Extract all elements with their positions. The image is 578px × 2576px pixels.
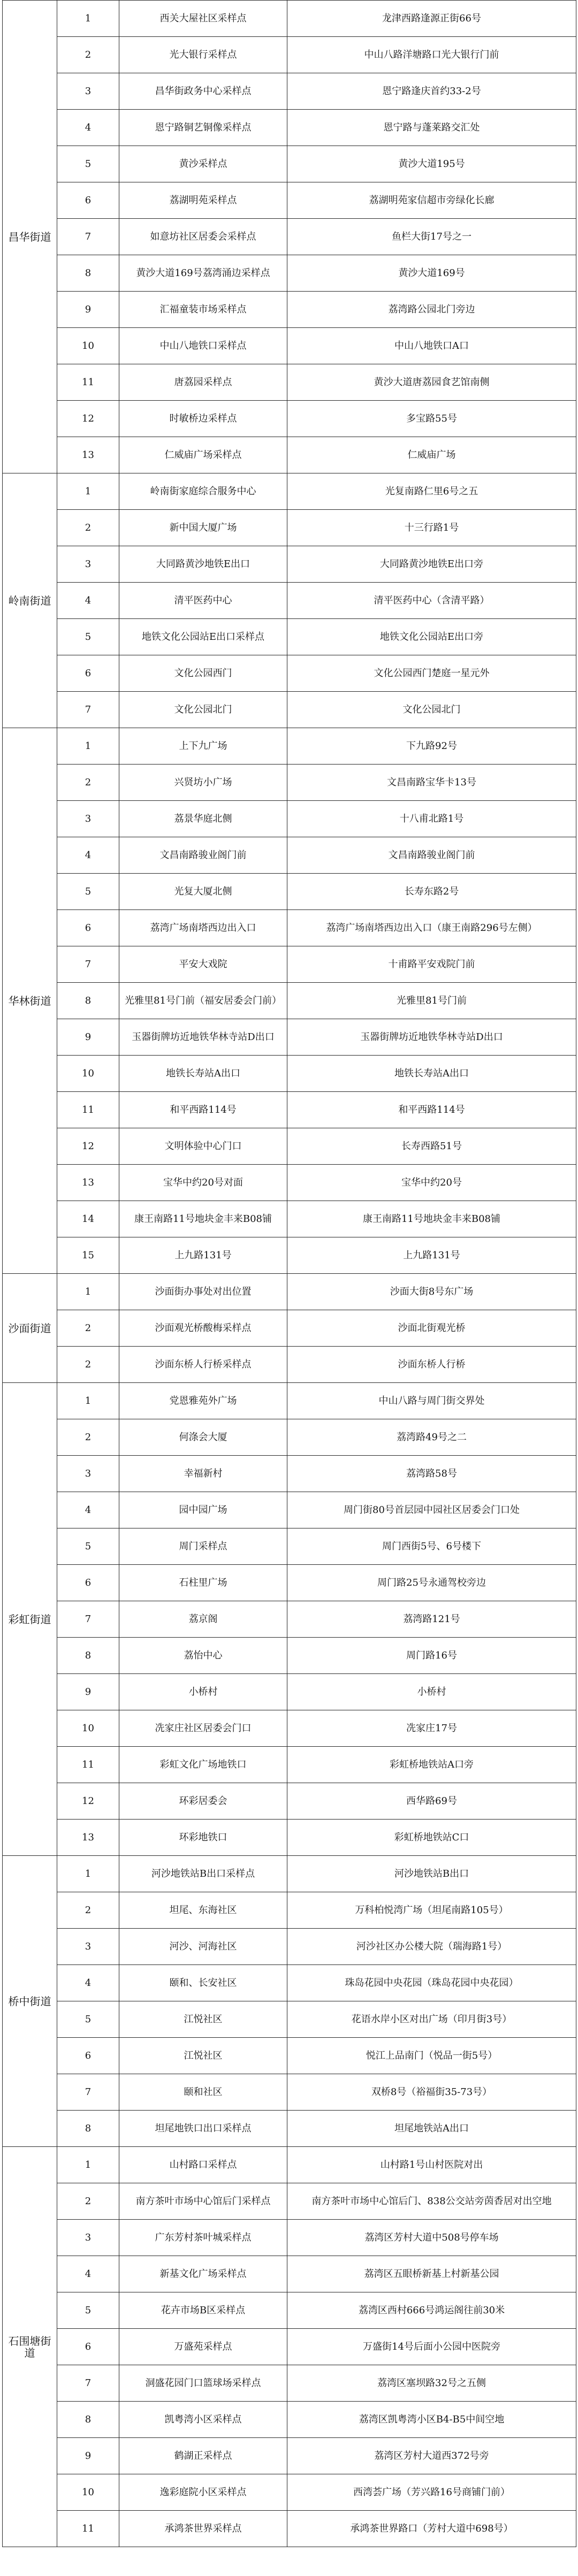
site-address-cell: 周门路16号 (287, 1638, 576, 1674)
table-row (3, 1165, 576, 1201)
street-name-cell: 石围塘街道 (3, 2147, 57, 2547)
site-name-cell: 上九路131号 (119, 1237, 287, 1274)
row-number-cell: 12 (57, 1783, 119, 1820)
site-address-cell: 周门路25号永通驾校旁边 (287, 1565, 576, 1601)
site-address-cell: 冼家庄17号 (287, 1710, 576, 1747)
site-name-cell: 岭南街家庭综合服务中心 (119, 473, 287, 510)
site-address-cell: 玉器街牌坊近地铁华林寺站D出口 (287, 1019, 576, 1056)
table-row (3, 583, 576, 619)
site-name-cell: 文昌南路骏业阁门前 (119, 837, 287, 874)
site-name-cell: 平安大戏院 (119, 946, 287, 983)
site-address-cell: 周门西街5号、6号楼下 (287, 1528, 576, 1565)
site-name-cell: 党恩雅苑外广场 (119, 1383, 287, 1419)
row-number-cell: 3 (57, 2220, 119, 2256)
table-row (3, 1128, 576, 1165)
site-address-cell: 清平医药中心（含清平路） (287, 583, 576, 619)
row-number-cell: 4 (57, 110, 119, 146)
row-number-cell: 1 (57, 2147, 119, 2183)
table-row (3, 1929, 576, 1965)
site-address-cell: 河沙社区办公楼大院（瑞海路1号） (287, 1929, 576, 1965)
row-number-cell: 4 (57, 583, 119, 619)
row-number-cell: 3 (57, 1929, 119, 1965)
site-name-cell: 坦尾、东海社区 (119, 1892, 287, 1929)
site-name-cell: 广东芳村茶叶城采样点 (119, 2220, 287, 2256)
row-number-cell: 5 (57, 619, 119, 655)
row-number-cell: 5 (57, 2292, 119, 2329)
table-row (3, 946, 576, 983)
site-name-cell: 黄沙大道169号荔湾涌边采样点 (119, 255, 287, 292)
row-number-cell: 9 (57, 292, 119, 328)
row-number-cell: 8 (57, 2402, 119, 2438)
row-number-cell: 10 (57, 1056, 119, 1092)
site-name-cell: 汇福童装市场采样点 (119, 292, 287, 328)
row-number-cell: 2 (57, 1892, 119, 1929)
table-row (3, 110, 576, 146)
table-row (3, 1019, 576, 1056)
table-row (3, 401, 576, 437)
table-row (3, 692, 576, 728)
table-row (3, 2001, 576, 2038)
site-address-cell: 文化公园北门 (287, 692, 576, 728)
table-row (3, 2511, 576, 2547)
site-address-cell: 珠岛花园中央花园（珠岛花园中央花园） (287, 1965, 576, 2001)
table-row (3, 1565, 576, 1601)
row-number-cell: 5 (57, 1528, 119, 1565)
site-address-cell: 十八甫北路1号 (287, 801, 576, 837)
site-name-cell: 石柱里广场 (119, 1565, 287, 1601)
row-number-cell: 8 (57, 983, 119, 1019)
table-row (3, 2111, 576, 2147)
row-number-cell: 6 (57, 655, 119, 692)
table-row (3, 655, 576, 692)
site-name-cell: 万盛苑采样点 (119, 2329, 287, 2365)
table-row (3, 1747, 576, 1783)
site-name-cell: 沙面东桥人行桥采样点 (119, 1347, 287, 1383)
site-address-cell: 悦江上品南门（悦品一街5号） (287, 2038, 576, 2074)
row-number-cell: 10 (57, 2474, 119, 2511)
table-row (3, 765, 576, 801)
site-address-cell: 中山八路洋塘路口光大银行门前 (287, 37, 576, 73)
site-name-cell: 坦尾地铁口出口采样点 (119, 2111, 287, 2147)
site-name-cell: 山村路口采样点 (119, 2147, 287, 2183)
site-name-cell: 大同路黄沙地铁E出口 (119, 546, 287, 583)
table-row (3, 2220, 576, 2256)
row-number-cell: 5 (57, 2001, 119, 2038)
site-name-cell: 环彩地铁口 (119, 1820, 287, 1856)
site-address-cell: 黄沙大道唐荔园食艺馆南侧 (287, 364, 576, 401)
row-number-cell: 7 (57, 692, 119, 728)
table-row (3, 910, 576, 946)
table-row (3, 255, 576, 292)
site-address-cell: 万科柏悦湾广场（坦尾南路105号） (287, 1892, 576, 1929)
site-address-cell: 多宝路55号 (287, 401, 576, 437)
site-address-cell: 沙面北街观光桥 (287, 1310, 576, 1347)
site-address-cell: 荔湾路121号 (287, 1601, 576, 1638)
table-row (3, 1056, 576, 1092)
table-row (3, 1492, 576, 1528)
site-name-cell: 西关大屋社区采样点 (119, 1, 287, 37)
site-name-cell: 逸彩庭院小区采样点 (119, 2474, 287, 2511)
site-name-cell: 彩虹文化广场地铁口 (119, 1747, 287, 1783)
row-number-cell: 1 (57, 1274, 119, 1310)
site-address-cell: 河沙地铁站B出口 (287, 1856, 576, 1892)
site-address-cell: 沙面大街8号东广场 (287, 1274, 576, 1310)
site-name-cell: 和平西路114号 (119, 1092, 287, 1128)
street-name-cell: 桥中街道 (3, 1856, 57, 2147)
table-row (3, 983, 576, 1019)
site-address-cell: 沙面东桥人行桥 (287, 1347, 576, 1383)
site-address-cell: 荔湾区芳村大道西372号旁 (287, 2438, 576, 2474)
site-name-cell: 幸福新村 (119, 1456, 287, 1492)
table-row (3, 510, 576, 546)
row-number-cell: 6 (57, 182, 119, 219)
table-row (3, 546, 576, 583)
site-name-cell: 环彩居委会 (119, 1783, 287, 1820)
site-name-cell: 唐荔园采样点 (119, 364, 287, 401)
table-row (3, 1092, 576, 1128)
row-number-cell: 10 (57, 1710, 119, 1747)
site-address-cell: 万盛街14号后面小公园中医院旁 (287, 2329, 576, 2365)
site-name-cell: 何涤会大厦 (119, 1419, 287, 1456)
site-name-cell: 冼家庄社区居委会门口 (119, 1710, 287, 1747)
site-name-cell: 上下九广场 (119, 728, 287, 765)
site-name-cell: 新基文化广场采样点 (119, 2256, 287, 2292)
site-address-cell: 彩虹桥地铁站C口 (287, 1820, 576, 1856)
site-name-cell: 康王南路11号地块金丰来B08铺 (119, 1201, 287, 1237)
table-row (3, 2183, 576, 2220)
site-address-cell: 康王南路11号地块金丰来B08铺 (287, 1201, 576, 1237)
site-name-cell: 沙面街办事处对出位置 (119, 1274, 287, 1310)
row-number-cell: 6 (57, 910, 119, 946)
site-address-cell: 荔湾区五眼桥新基上村新基公园 (287, 2256, 576, 2292)
site-address-cell: 恩宁路与蓬莱路交汇处 (287, 110, 576, 146)
table-row (3, 146, 576, 182)
table-row (3, 2329, 576, 2365)
table-row (3, 728, 576, 765)
site-name-cell: 凯粤湾小区采样点 (119, 2402, 287, 2438)
site-address-cell: 荔湾路公园北门旁边 (287, 292, 576, 328)
table-row (3, 2402, 576, 2438)
site-name-cell: 颐和社区 (119, 2074, 287, 2111)
row-number-cell: 2 (57, 1419, 119, 1456)
table-row (3, 1347, 576, 1383)
site-name-cell: 仁威庙广场采样点 (119, 437, 287, 473)
row-number-cell: 13 (57, 1820, 119, 1856)
row-number-cell: 5 (57, 874, 119, 910)
table-row (3, 1783, 576, 1820)
table-row (3, 37, 576, 73)
site-address-cell: 坦尾地铁站A出口 (287, 2111, 576, 2147)
table-row (3, 219, 576, 255)
site-name-cell: 小桥村 (119, 1674, 287, 1710)
site-address-cell: 光雅里81号门前 (287, 983, 576, 1019)
table-row (3, 2365, 576, 2402)
site-address-cell: 上九路131号 (287, 1237, 576, 1274)
site-address-cell: 光复南路仁里6号之五 (287, 473, 576, 510)
table-row (3, 1528, 576, 1565)
row-number-cell: 9 (57, 1019, 119, 1056)
row-number-cell: 15 (57, 1237, 119, 1274)
table-row (3, 1274, 576, 1310)
site-address-cell: 文昌南路宝华卡13号 (287, 765, 576, 801)
site-address-cell: 周门街80号首层园中园社区居委会门口处 (287, 1492, 576, 1528)
site-name-cell: 宝华中约20号对面 (119, 1165, 287, 1201)
site-name-cell: 洞盛花园门口篮球场采样点 (119, 2365, 287, 2402)
site-name-cell: 周门采样点 (119, 1528, 287, 1565)
row-number-cell: 4 (57, 837, 119, 874)
site-name-cell: 昌华街政务中心采样点 (119, 73, 287, 110)
site-name-cell: 黄沙采样点 (119, 146, 287, 182)
row-number-cell: 2 (57, 1347, 119, 1383)
street-name-cell: 昌华街道 (3, 1, 57, 473)
site-address-cell: 小桥村 (287, 1674, 576, 1710)
site-address-cell: 荔湾广场南塔西边出入口（康王南路296号左侧） (287, 910, 576, 946)
site-name-cell: 如意坊社区居委会采样点 (119, 219, 287, 255)
site-address-cell: 荔湾区塞坝路32号之五侧 (287, 2365, 576, 2402)
site-address-cell: 鱼栏大街17号之一 (287, 219, 576, 255)
table-row (3, 619, 576, 655)
table-row (3, 364, 576, 401)
row-number-cell: 14 (57, 1201, 119, 1237)
table-row (3, 437, 576, 473)
row-number-cell: 5 (57, 146, 119, 182)
table-row (3, 2438, 576, 2474)
site-address-cell: 山村路1号山村医院对出 (287, 2147, 576, 2183)
table-row (3, 1710, 576, 1747)
site-address-cell: 长寿东路2号 (287, 874, 576, 910)
site-address-cell: 宝华中约20号 (287, 1165, 576, 1201)
site-name-cell: 光雅里81号门前（福安居委会门前） (119, 983, 287, 1019)
site-address-cell: 地铁文化公园站E出口旁 (287, 619, 576, 655)
table-row (3, 1, 576, 37)
site-name-cell: 时敏桥边采样点 (119, 401, 287, 437)
street-name-cell: 彩虹街道 (3, 1383, 57, 1856)
site-address-cell: 仁威庙广场 (287, 437, 576, 473)
site-address-cell: 龙津西路逢源正街66号 (287, 1, 576, 37)
site-address-cell: 双桥8号（裕福街35-73号） (287, 2074, 576, 2111)
site-name-cell: 荔景华庭北侧 (119, 801, 287, 837)
table-row (3, 1456, 576, 1492)
site-name-cell: 颐和、长安社区 (119, 1965, 287, 2001)
site-name-cell: 江悦社区 (119, 2038, 287, 2074)
site-address-cell: 中山八地铁口A口 (287, 328, 576, 364)
site-address-cell: 大同路黄沙地铁E出口旁 (287, 546, 576, 583)
row-number-cell: 1 (57, 473, 119, 510)
table-row (3, 1201, 576, 1237)
table-row (3, 837, 576, 874)
site-name-cell: 文化公园北门 (119, 692, 287, 728)
site-name-cell: 光大银行采样点 (119, 37, 287, 73)
row-number-cell: 7 (57, 2074, 119, 2111)
site-name-cell: 荔怡中心 (119, 1638, 287, 1674)
site-address-cell: 南方茶叶市场中心馆后门、838公交站旁茵香居对出空地 (287, 2183, 576, 2220)
table-row (3, 1856, 576, 1892)
site-name-cell: 河沙、河海社区 (119, 1929, 287, 1965)
site-address-cell: 恩宁路逢庆首约33-2号 (287, 73, 576, 110)
site-name-cell: 承鸿茶世界采样点 (119, 2511, 287, 2547)
site-address-cell: 中山八路与周门街交界处 (287, 1383, 576, 1419)
row-number-cell: 2 (57, 765, 119, 801)
table-row (3, 2292, 576, 2329)
row-number-cell: 2 (57, 2183, 119, 2220)
table-row (3, 801, 576, 837)
row-number-cell: 2 (57, 510, 119, 546)
street-name-cell: 岭南街道 (3, 473, 57, 728)
table-row (3, 2038, 576, 2074)
table-row (3, 1892, 576, 1929)
site-name-cell: 河沙地铁站B出口采样点 (119, 1856, 287, 1892)
street-name-cell: 华林街道 (3, 728, 57, 1274)
site-address-cell: 文昌南路骏业阁门前 (287, 837, 576, 874)
site-address-cell: 十三行路1号 (287, 510, 576, 546)
table-row (3, 292, 576, 328)
table-row (3, 2256, 576, 2292)
site-address-cell: 文化公园西门楚庭一星元外 (287, 655, 576, 692)
row-number-cell: 7 (57, 219, 119, 255)
table-row (3, 1310, 576, 1347)
row-number-cell: 6 (57, 2038, 119, 2074)
site-address-cell: 彩虹桥地铁站A口旁 (287, 1747, 576, 1783)
row-number-cell: 9 (57, 1674, 119, 1710)
site-name-cell: 荔湖明苑采样点 (119, 182, 287, 219)
site-address-cell: 下九路92号 (287, 728, 576, 765)
row-number-cell: 2 (57, 37, 119, 73)
row-number-cell: 7 (57, 2365, 119, 2402)
table-row (3, 328, 576, 364)
site-name-cell: 沙面观光桥酸梅采样点 (119, 1310, 287, 1347)
row-number-cell: 6 (57, 1565, 119, 1601)
row-number-cell: 1 (57, 728, 119, 765)
site-address-cell: 黄沙大道169号 (287, 255, 576, 292)
row-number-cell: 4 (57, 1965, 119, 2001)
table-row (3, 1820, 576, 1856)
row-number-cell: 1 (57, 1383, 119, 1419)
site-address-cell: 承鸿茶世界路口（芳村大道中698号） (287, 2511, 576, 2547)
row-number-cell: 2 (57, 1310, 119, 1347)
row-number-cell: 8 (57, 255, 119, 292)
table-row (3, 1419, 576, 1456)
site-name-cell: 中山八地铁口采样点 (119, 328, 287, 364)
row-number-cell: 11 (57, 364, 119, 401)
row-number-cell: 11 (57, 1747, 119, 1783)
row-number-cell: 1 (57, 1856, 119, 1892)
table-body (3, 1, 576, 2547)
site-name-cell: 鹤湖正采样点 (119, 2438, 287, 2474)
table-row (3, 2074, 576, 2111)
site-address-cell: 西华路69号 (287, 1783, 576, 1820)
site-name-cell: 荔湾广场南塔西边出入口 (119, 910, 287, 946)
row-number-cell: 4 (57, 1492, 119, 1528)
site-name-cell: 园中园广场 (119, 1492, 287, 1528)
site-address-cell: 西湾荟广场（芳兴路16号商铺门前） (287, 2474, 576, 2511)
row-number-cell: 3 (57, 73, 119, 110)
table-row (3, 1674, 576, 1710)
site-address-cell: 荔湖明苑家信超市旁绿化长廊 (287, 182, 576, 219)
row-number-cell: 13 (57, 437, 119, 473)
site-name-cell: 玉器街牌坊近地铁华林寺站D出口 (119, 1019, 287, 1056)
site-address-cell: 十甫路平安戏院门前 (287, 946, 576, 983)
row-number-cell: 11 (57, 1092, 119, 1128)
row-number-cell: 3 (57, 1456, 119, 1492)
table-row (3, 1383, 576, 1419)
site-name-cell: 文明体验中心门口 (119, 1128, 287, 1165)
site-name-cell: 新中国大厦广场 (119, 510, 287, 546)
row-number-cell: 3 (57, 801, 119, 837)
table-row (3, 1237, 576, 1274)
site-address-cell: 荔湾路58号 (287, 1456, 576, 1492)
row-number-cell: 10 (57, 328, 119, 364)
row-number-cell: 8 (57, 2111, 119, 2147)
site-address-cell: 地铁长寿站A出口 (287, 1056, 576, 1092)
table-row (3, 73, 576, 110)
site-address-cell: 和平西路114号 (287, 1092, 576, 1128)
table-row (3, 1638, 576, 1674)
table-row (3, 473, 576, 510)
site-name-cell: 荔京阁 (119, 1601, 287, 1638)
row-number-cell: 13 (57, 1165, 119, 1201)
sampling-sites-table (2, 0, 576, 2547)
table-row (3, 1601, 576, 1638)
site-name-cell: 文化公园西门 (119, 655, 287, 692)
row-number-cell: 11 (57, 2511, 119, 2547)
site-name-cell: 花卉市场B区采样点 (119, 2292, 287, 2329)
site-name-cell: 南方茶叶市场中心馆后门采样点 (119, 2183, 287, 2220)
row-number-cell: 7 (57, 1601, 119, 1638)
site-address-cell: 黄沙大道195号 (287, 146, 576, 182)
street-name-cell: 沙面街道 (3, 1274, 57, 1383)
site-name-cell: 兴贤坊小广场 (119, 765, 287, 801)
table-row (3, 2474, 576, 2511)
site-address-cell: 荔湾区芳村大道中508号停车场 (287, 2220, 576, 2256)
table-row (3, 182, 576, 219)
site-address-cell: 长寿西路51号 (287, 1128, 576, 1165)
row-number-cell: 1 (57, 1, 119, 37)
table-row (3, 874, 576, 910)
site-address-cell: 花语水岸小区对出广场（印月街3号） (287, 2001, 576, 2038)
row-number-cell: 7 (57, 946, 119, 983)
site-address-cell: 荔湾区凯粤湾小区B4-B5中间空地 (287, 2402, 576, 2438)
row-number-cell: 4 (57, 2256, 119, 2292)
site-name-cell: 江悦社区 (119, 2001, 287, 2038)
site-address-cell: 荔湾区西村666号鸿运阁往前30米 (287, 2292, 576, 2329)
site-name-cell: 恩宁路铜艺铜像采样点 (119, 110, 287, 146)
row-number-cell: 8 (57, 1638, 119, 1674)
row-number-cell: 9 (57, 2438, 119, 2474)
row-number-cell: 3 (57, 546, 119, 583)
site-name-cell: 地铁长寿站A出口 (119, 1056, 287, 1092)
site-name-cell: 光复大厦北侧 (119, 874, 287, 910)
site-name-cell: 地铁文化公园站E出口采样点 (119, 619, 287, 655)
site-name-cell: 清平医药中心 (119, 583, 287, 619)
row-number-cell: 12 (57, 401, 119, 437)
table-row (3, 2147, 576, 2183)
table-row (3, 1965, 576, 2001)
row-number-cell: 6 (57, 2329, 119, 2365)
row-number-cell: 12 (57, 1128, 119, 1165)
site-address-cell: 荔湾路49号之二 (287, 1419, 576, 1456)
